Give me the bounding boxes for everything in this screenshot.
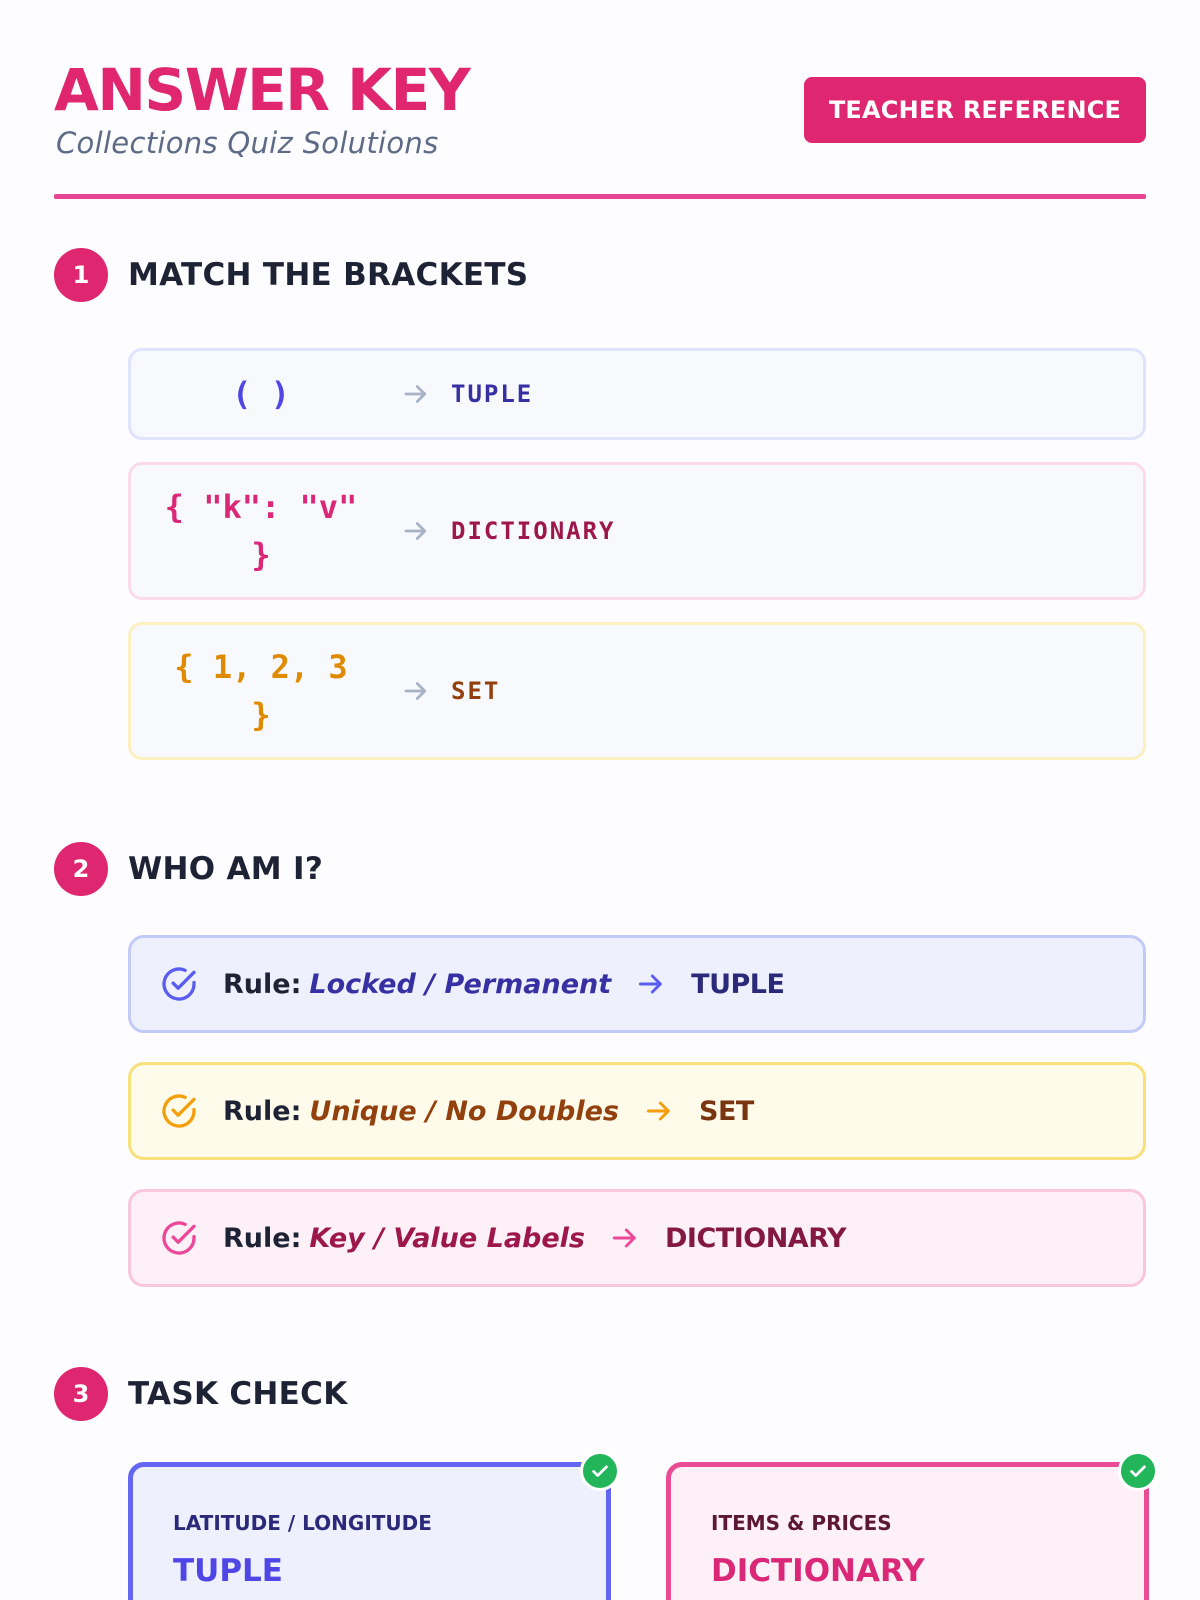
bracket-line: { "k": "v" [164,488,358,526]
match-type: TUPLE [451,380,534,408]
rule-value: Unique / No Doubles [309,1095,620,1127]
bracket-syntax [131,370,391,418]
bracket-line: } [251,696,271,734]
arrow-right-icon [609,1222,641,1254]
arrow-right-icon [635,968,667,1000]
arrow-right-icon [391,676,441,706]
rule-row-set [128,1062,1146,1160]
section-number: 1 [54,248,108,302]
header-divider [54,194,1146,199]
section-task-check [54,1367,1146,1421]
rule-type: DICTIONARY [665,1222,847,1254]
check-circle-icon [159,964,199,1004]
bracket-syntax [131,483,391,579]
bracket-line: ( ) [232,375,290,413]
section-number: 3 [54,1367,108,1421]
check-circle-icon [159,1218,199,1258]
match-row-set [128,622,1146,760]
task-label: ITEMS & PRICES [711,1511,892,1535]
match-type: DICTIONARY [451,517,616,545]
section-number: 2 [54,842,108,896]
arrow-right-icon [391,379,441,409]
match-row-dictionary [128,462,1146,600]
arrow-right-icon [643,1095,675,1127]
bracket-line: { 1, 2, 3 [174,648,348,686]
section-who-am-i [54,842,1146,896]
rule-type: TUPLE [691,968,785,1000]
page-header [54,58,1146,198]
section-title: WHO AM I? [128,851,324,887]
task-answer: DICTIONARY [711,1553,925,1589]
rule-label: Rule: [223,968,302,1000]
bracket-line: } [251,536,271,574]
section-title: TASK CHECK [128,1376,348,1412]
task-answer: TUPLE [173,1553,283,1589]
section-title: MATCH THE BRACKETS [128,257,529,293]
rule-label: Rule: [223,1095,302,1127]
match-row-tuple [128,348,1146,440]
rule-value: Locked / Permanent [309,968,612,1000]
page-subtitle: Collections Quiz Solutions [56,126,439,160]
rule-label: Rule: [223,1222,302,1254]
arrow-right-icon [391,516,441,546]
check-circle-icon [159,1091,199,1131]
check-badge-icon [580,1451,620,1491]
task-label: LATITUDE / LONGITUDE [173,1511,432,1535]
section-match-brackets [54,248,1146,302]
bracket-syntax [131,643,391,739]
check-badge-icon [1118,1451,1158,1491]
rule-row-tuple [128,935,1146,1033]
task-card-tuple [128,1462,611,1600]
match-type: SET [451,677,501,705]
rule-type: SET [699,1095,754,1127]
rule-value: Key / Value Labels [309,1222,586,1254]
rule-row-dictionary [128,1189,1146,1287]
teacher-reference-badge[interactable]: TEACHER REFERENCE [804,77,1146,143]
task-card-dictionary [666,1462,1149,1600]
page-title: ANSWER KEY [54,56,470,124]
